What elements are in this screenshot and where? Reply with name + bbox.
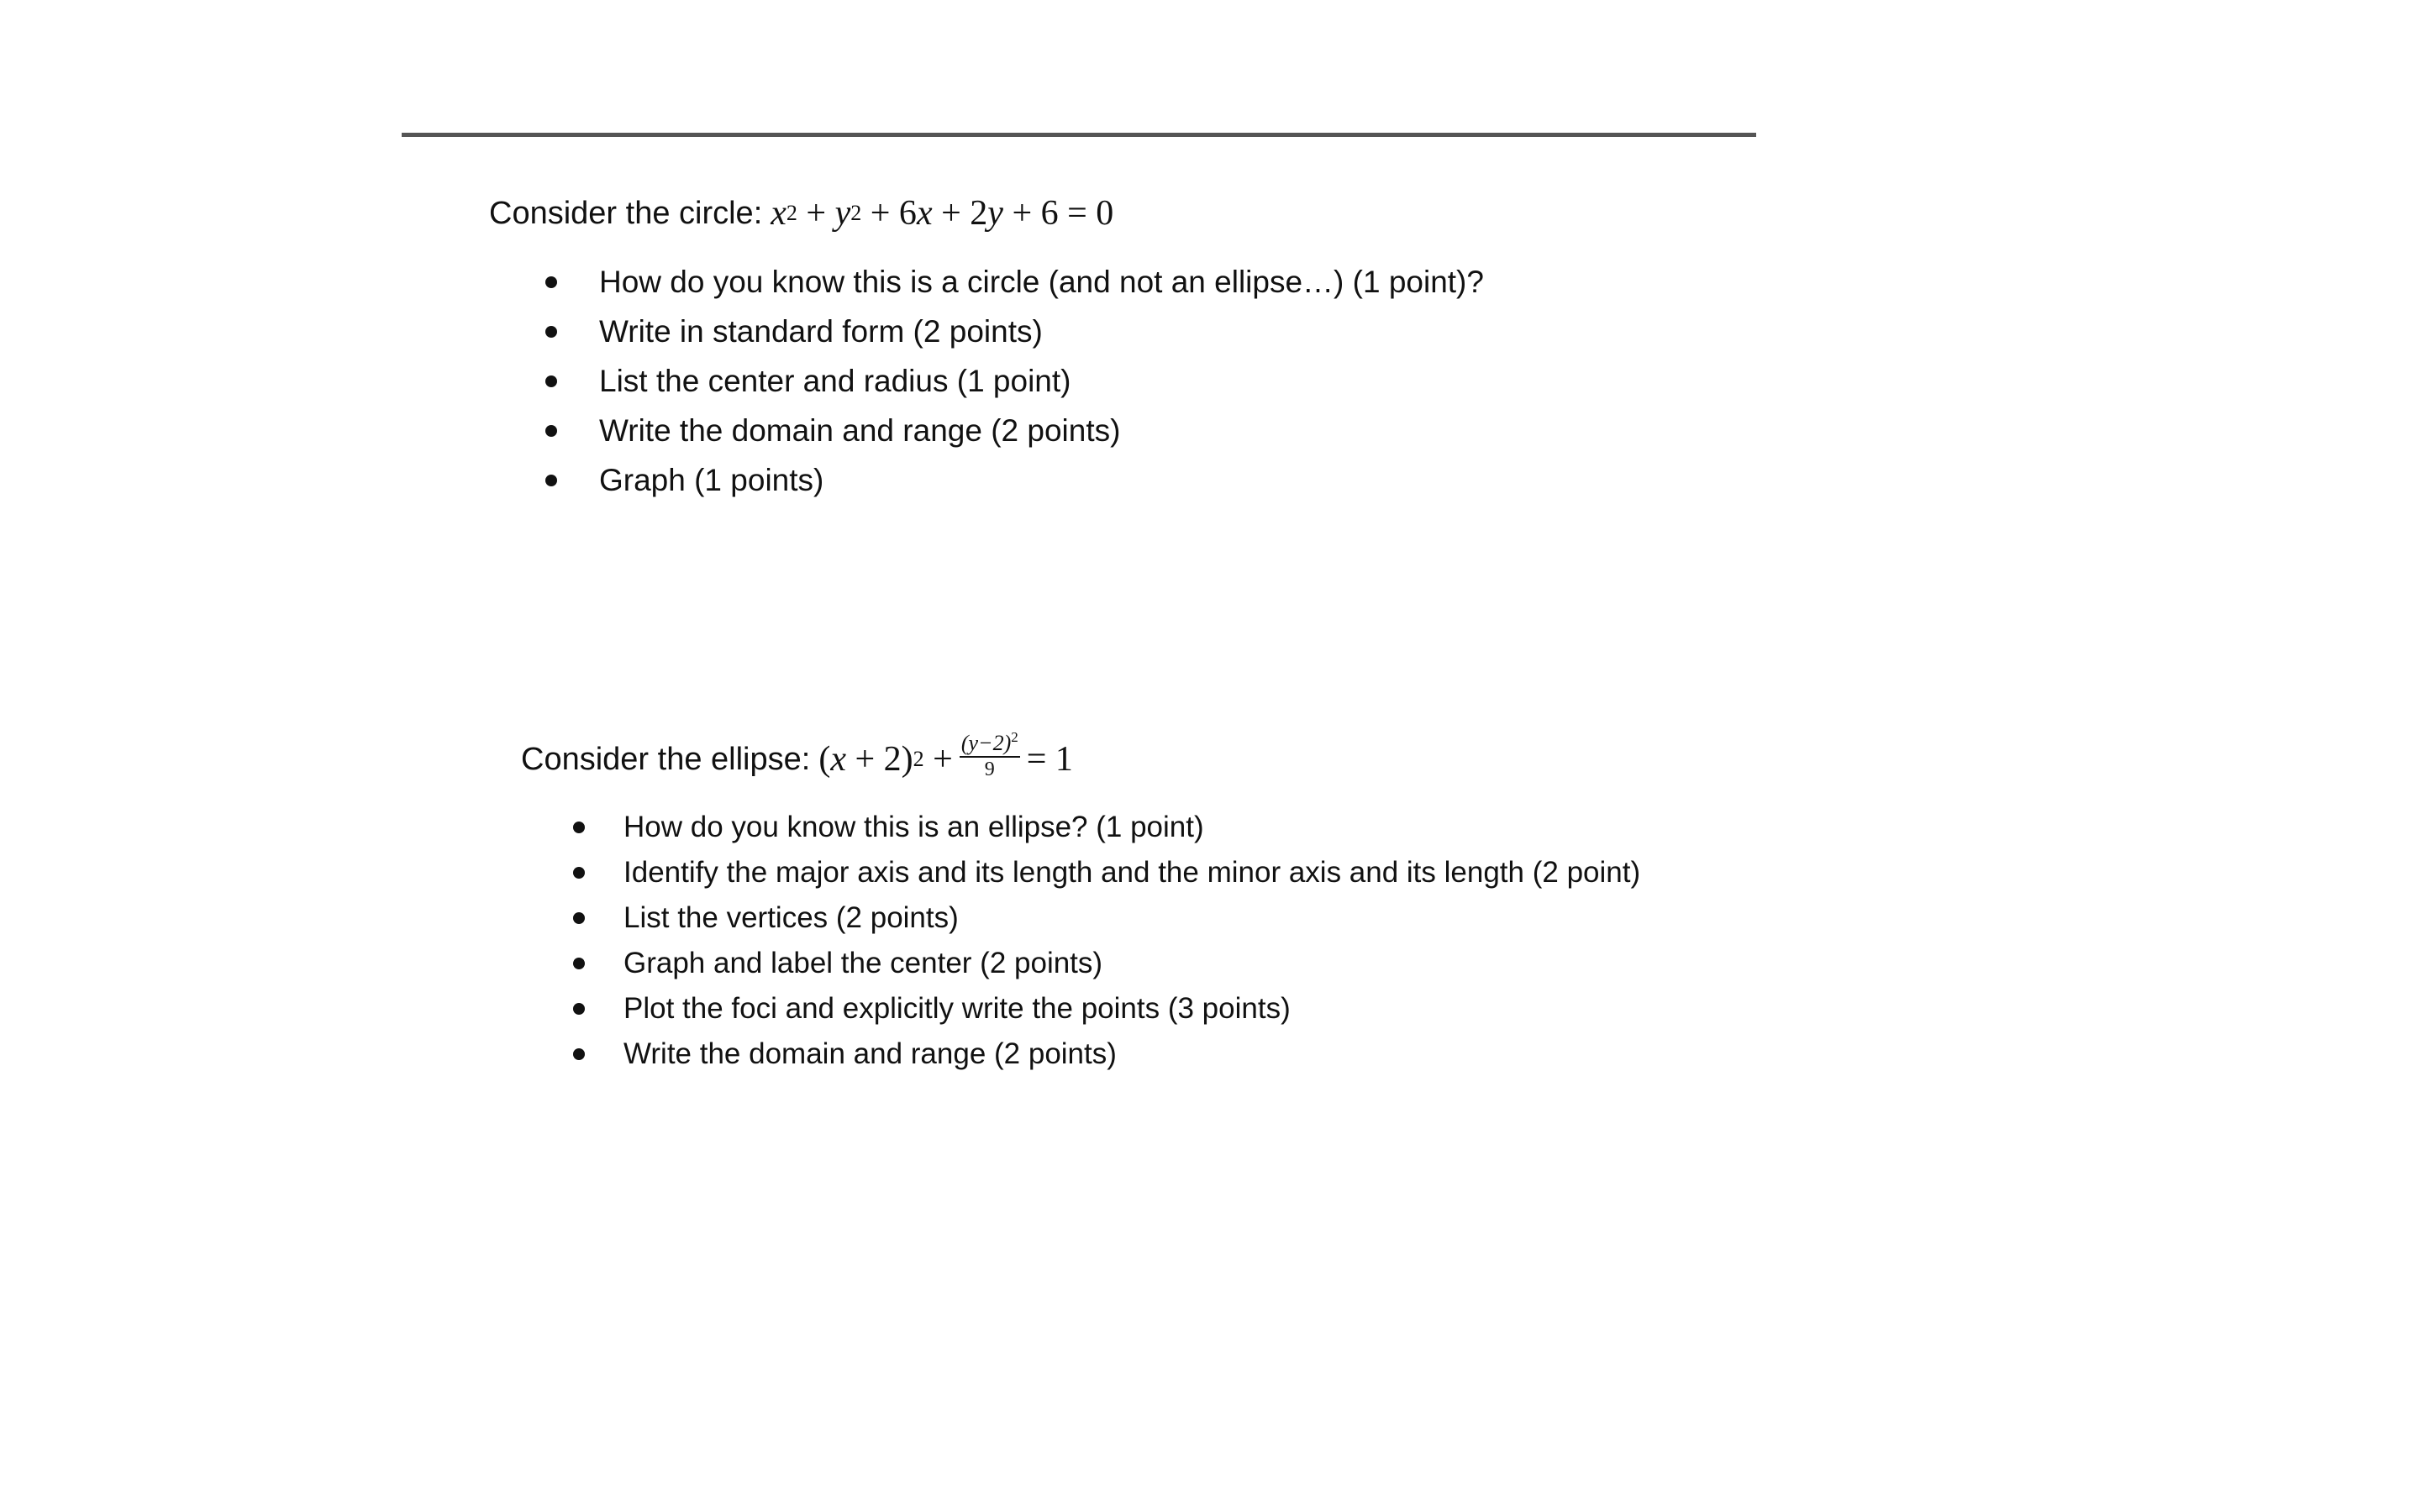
- list-item-text: Graph (1 points): [599, 463, 824, 497]
- equation-term: + 2): [855, 740, 913, 779]
- equation-variable-y: y: [834, 194, 851, 233]
- equation-operator: +: [806, 194, 827, 233]
- fraction-denominator: 9: [984, 759, 995, 780]
- equation-operator: +: [933, 740, 953, 779]
- list-item-text: How do you know this is a circle (and not an ellipse…) (1 point)?: [599, 265, 1484, 299]
- bullet-icon: [573, 822, 585, 833]
- list-item-text: Write in standard form (2 points): [599, 314, 1043, 349]
- ellipse-problem: [521, 729, 1641, 1077]
- list-item: [521, 850, 1640, 895]
- list-item-text: Write the domain and range (2 points): [599, 413, 1121, 448]
- equation-variable-y: y: [987, 194, 1003, 233]
- equation-variable-x: x: [830, 740, 846, 779]
- list-item: [521, 986, 1640, 1032]
- bullet-icon: [545, 475, 557, 486]
- equation-paren: (: [818, 740, 831, 779]
- ellipse-prompt-label: Consider the ellipse:: [521, 742, 811, 777]
- list-item-text: Write the domain and range (2 points): [623, 1037, 1117, 1070]
- list-item: [489, 406, 1484, 455]
- list-item-text: Identify the major axis and its length and the minor axis and its length (2 point): [623, 856, 1641, 889]
- bullet-icon: [573, 912, 585, 924]
- list-item: [489, 356, 1484, 406]
- list-item: [489, 455, 1484, 505]
- list-item-text: Graph and label the center (2 points): [623, 947, 1103, 979]
- numerator-text: (y−2): [960, 731, 1012, 755]
- equation-term: + 6: [870, 194, 917, 233]
- list-item-text: List the vertices (2 points): [623, 901, 959, 934]
- circle-equation: x 2 + y 2 + 6 x + 2 y + 6 = 0: [771, 186, 1113, 240]
- list-item: [521, 1032, 1640, 1077]
- list-item-text: List the center and radius (1 point): [599, 364, 1071, 398]
- list-item: [521, 895, 1640, 941]
- list-item-text: How do you know this is an ellipse? (1 point): [623, 811, 1204, 843]
- list-item: [521, 805, 1640, 850]
- list-item: [489, 307, 1484, 356]
- equation-rhs: = 1: [1026, 740, 1073, 779]
- circle-prompt: [489, 186, 1484, 240]
- equation-variable-x: x: [916, 194, 933, 233]
- bullet-icon: [545, 276, 557, 288]
- bullet-icon: [545, 425, 557, 437]
- ellipse-question-list: [521, 805, 1640, 1077]
- bullet-icon: [573, 867, 585, 879]
- bullet-icon: [545, 326, 557, 338]
- ellipse-prompt: [521, 729, 1640, 786]
- equation-variable-x: x: [771, 194, 786, 233]
- circle-problem: [489, 186, 1484, 505]
- bullet-icon: [545, 375, 557, 387]
- bullet-icon: [573, 958, 585, 969]
- circle-prompt-label: Consider the circle:: [489, 196, 763, 231]
- equation-term: + 6 = 0: [1012, 194, 1114, 233]
- list-item-text: Plot the foci and explicitly write the points (3 points): [623, 992, 1291, 1025]
- fraction-numerator: [960, 731, 1020, 758]
- numerator-exponent: 2: [1011, 729, 1018, 745]
- list-item: [521, 941, 1640, 986]
- ellipse-equation: ( x + 2) 2 + $\frac{(y-2)^2}{9}$ = 1: [818, 732, 1073, 786]
- top-divider-rule: [402, 133, 1756, 137]
- list-item: [489, 257, 1484, 307]
- circle-question-list: [489, 257, 1484, 505]
- equation-fraction: [960, 731, 1020, 781]
- bullet-icon: [573, 1003, 585, 1015]
- equation-term: + 2: [941, 194, 988, 233]
- bullet-icon: [573, 1048, 585, 1060]
